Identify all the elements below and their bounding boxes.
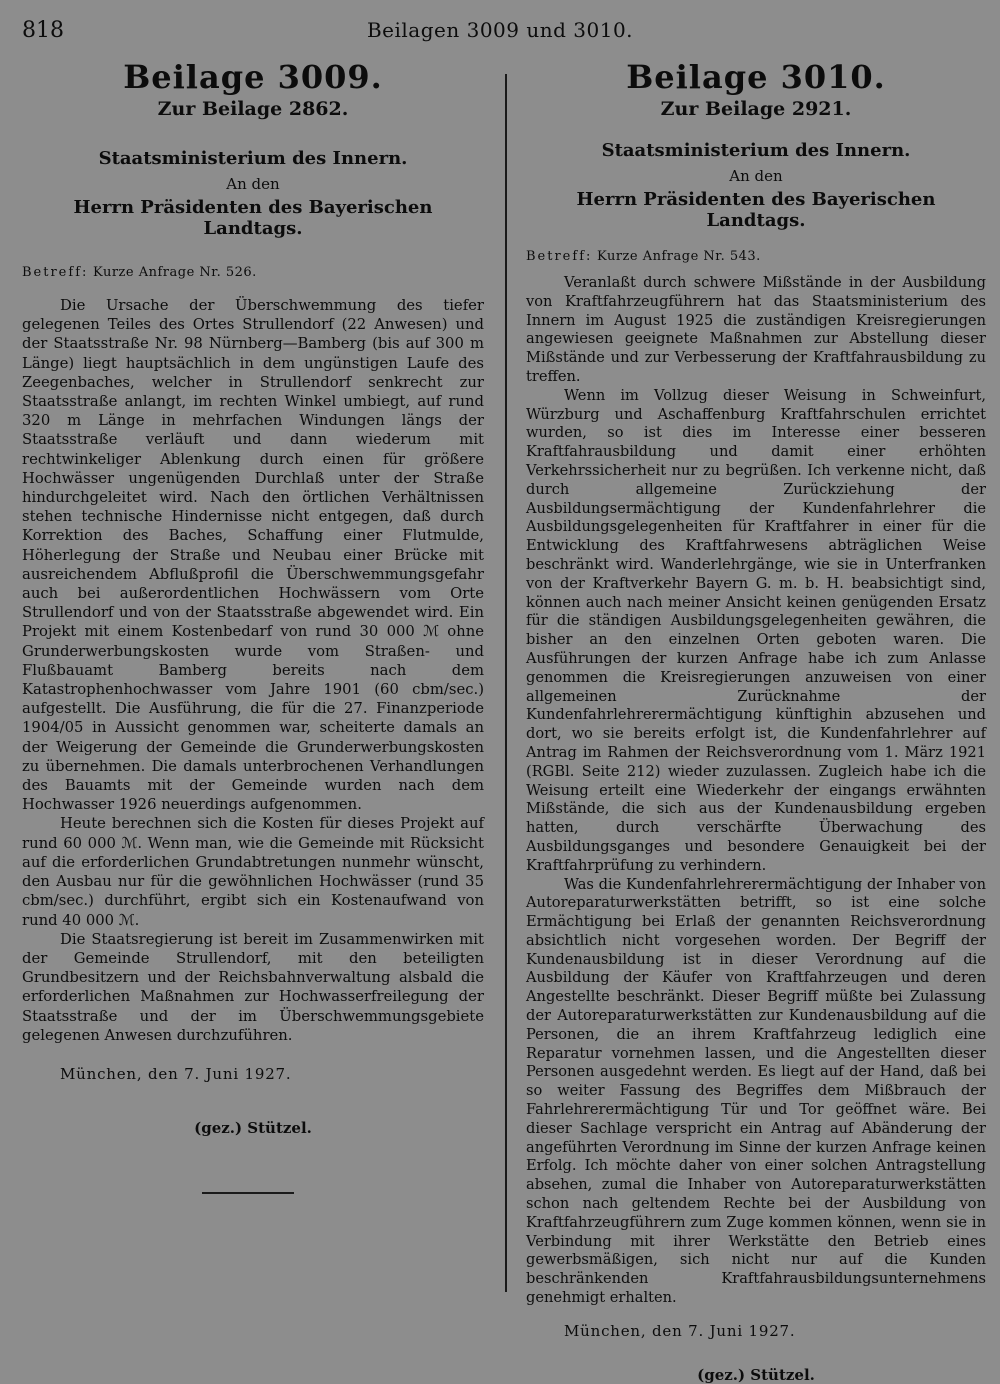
end-rule [202,1192,294,1194]
ministry-name: Staatsministerium des Innern. [98,148,408,169]
signature: (gez.) Stützel. [194,1118,312,1137]
page-header [22,18,978,48]
an-den: An den [226,175,280,193]
beilage-reference: Zur Beilage 2862. [157,98,349,120]
betreff-line [22,265,484,280]
betreff-label: Betreff: [22,265,89,280]
addressee: Herrn Präsidenten des Bayerischen Landtags. [73,197,433,239]
paragraph: Heute berechnen sich die Kosten für dieses Projekt auf rund 60 000 ℳ. Wenn man, wie die Gemeinde mit Rücksicht auf die erforderlichen Grundabtretungen nunmehr wünscht, den Ausbau nur für die gewöhnlichen Hochwässer (rund 35 cbm/sec.) durchführt, ergibt sich ein Kostenaufwand von rund 40 000 ℳ. [22,815,484,929]
betreff-text: Kurze Anfrage Nr. 543. [597,249,761,264]
ministry-name: Staatsministerium des Innern. [601,140,911,161]
paragraph: Was die Kundenfahrlehrerermächtigung der Inhaber von Autoreparaturwerkstätten betrifft, so ist eine solche Ermächtigung bei Erlaß der genannten Reichsverordnung absichtlich nicht vorgesehen worden. Der Begriff der Kundenausbildung ist in dieser Verordnung auf die Ausbildung der Käufer von Kraftfahrzeugen und deren Angestellte beschränkt. Dieser Begriff müßte bei Zulassung der Autoreparaturwerkstätten zur Kundenausbildung auf die Personen, die an ihrem Kraftfahrzeug lediglich eine Reparatur vornehmen lassen, und die Angestellten dieser Personen ausgedehnt werden. Es liegt auf der Hand, daß bei so weiter Fassung des Begriffes dem Mißbrauch der Fahrlehrerermächtigung Tür und Tor geöffnet wäre. Bei dieser Sachlage verspricht ein Antrag auf Abänderung der angeführten Verordnung im Sinne der kurzen Anfrage keinen Erfolg. Ich möchte daher von einer solchen Antragstellung absehen, zumal die Inhaber von Autoreparaturwerkstätten schon nach geltendem Rechte bei der Ausbildung von Kraftfahrzeugführern zum Zuge kommen können, wenn sie in Verbindung mit ihrer Werkstätte den Betrieb eines gewerbsmäßigen, sich nicht nur auf die Kunden beschränkenden Kraftfahrausbildungsunternehmens genehmigt erhalten. [526,875,986,1307]
beilage-title: Beilage 3009. [123,58,383,96]
an-den: An den [729,167,783,185]
body-text [526,274,986,1308]
paragraph: Die Staatsregierung ist bereit im Zusammenwirken mit der Gemeinde Strullendorf, mit den beteiligten Grundbesitzern und der Reichsbahnverwaltung alsbald die erforderlichen Maßnahmen zur Hochwasserfreilegung der Staatsstraße und der im Überschwemmungsgebiete gelegenen Anwesen durchzuführen. [22,930,484,1044]
running-head: Beilagen 3009 und 3010. [366,18,634,42]
column-beilage-3009 [22,58,484,1137]
addressee: Herrn Präsidenten des Bayerischen Landtags. [576,189,936,231]
betreff-label: Betreff: [526,249,593,264]
column-beilage-3010 [526,58,986,1384]
paragraph: Veranlaßt durch schwere Mißstände in der Ausbildung von Kraftfahrzeugführern hat das Staatsministerium des Innern im August 1925 die zuständigen Kreisregierungen angewiesen geeignete Maßnahmen zur Abstellung dieser Mißstände und zur Verbesserung der Kraftfahrausbildung zu treffen. [526,274,986,385]
betreff-text: Kurze Anfrage Nr. 526. [93,265,257,280]
paragraph: Wenn im Vollzug dieser Weisung in Schweinfurt, Würzburg und Aschaffenburg Kraftfahrschulen errichtet wurden, so ist dies im Interesse einer besseren Kraftfahrausbildung und damit einer erhöhten Verkehrssicherheit nur zu begrüßen. Ich verkenne nicht, daß durch allgemeine Zurückziehung der Ausbildungsermächtigung der Kundenfahrlehrer die Ausbildungsgelegenheiten für Kraftfahrer in einer für die Entwicklung des Kraftfahrwesens abträglichen Weise beschränkt wird. Wanderlehrgänge, wie sie in Unterfranken von der Kraftverkehr Bayern G. m. b. H. beabsichtigt sind, können auch nach meiner Ansicht keinen genügenden Ersatz für die ständigen Ausbildungsgelegenheiten gewähren, die bisher an den einzelnen Orten geboten waren. Die Ausführungen der kurzen Anfrage habe ich zum Anlasse genommen die Kreisregierungen anzuweisen von einer allgemeinen Zurücknahme der Kundenfahrlehrerermächtigung künftighin abzusehen und dort, wo sie bereits erfolgt ist, die Kundenfahrlehrer auf Antrag im Rahmen der Reichsverordnung vom 1. März 1921 (RGBl. Seite 212) wieder zuzulassen. Zugleich habe ich die Weisung erteilt eine Wiederkehr der eingangs erwähnten Mißstände, die sich aus der Kundenausbildung ergeben hatten, durch verschärfte Überwachung des Ausbildungsganges und besondere Genauigkeit bei der Kraftfahrprüfung zu verhindern. [526,386,986,874]
body-text [22,296,484,1045]
page-number: 818 [22,18,64,43]
paragraph: Die Ursache der Überschwemmung des tiefer gelegenen Teiles des Ortes Strullendorf (22 Anwesen) und der Staatsstraße Nr. 98 Nürnberg—Bamberg (bis auf 300 m Länge) liegt hauptsächlich in dem ungünstigen Laufe des Zeegenbaches, welcher in Strullendorf senkrecht zur Staatsstraße anlangt, im rechten Winkel umbiegt, auf rund 320 m Länge in mehrfachen Windungen längs der Staatsstraße verläuft und dann wiederum mit rechtwinkeliger Ablenkung durch einen für größere Hochwässer ungenügenden Durchlaß unter der Straße hindurchgeleitet wird. Nach den örtlichen Verhältnissen stehen technische Hindernisse nicht entgegen, daß durch Korrektion des Baches, Schaffung einer Flutmulde, Höherlegung der Straße und Neubau einer Brücke mit ausreichendem Abflußprofil die Überschwemmungsgefahr auch bei außerordentlichen Hochwässern vom Orte Strullendorf und von der Staatsstraße abgewendet wird. Ein Projekt mit einem Kostenbedarf von rund 30 000 ℳ ohne Grunderwerbungskosten wurde vom Straßen- und Flußbauamt Bamberg bereits nach dem Katastrophenhochwasser vom Jahre 1901 (60 cbm/sec.) aufgestellt. Die Ausführung, die für die 27. Finanzperiode 1904/05 in Aussicht genommen war, scheiterte damals an der Weigerung der Gemeinde die Grunderwerbungskosten zu übernehmen. Die damals unterbrochenen Verhandlungen des Bauamts mit der Gemeinde wurden nach dem Hochwasser 1926 neuerdings aufgenommen. [22,297,484,814]
date-line: München, den 7. Juni 1927. [60,1064,292,1083]
beilage-title: Beilage 3010. [626,58,886,96]
signature: (gez.) Stützel. [697,1365,815,1384]
beilage-reference: Zur Beilage 2921. [660,98,852,120]
column-divider [505,74,507,1292]
betreff-line [526,249,986,264]
date-line: München, den 7. Juni 1927. [564,1321,796,1340]
